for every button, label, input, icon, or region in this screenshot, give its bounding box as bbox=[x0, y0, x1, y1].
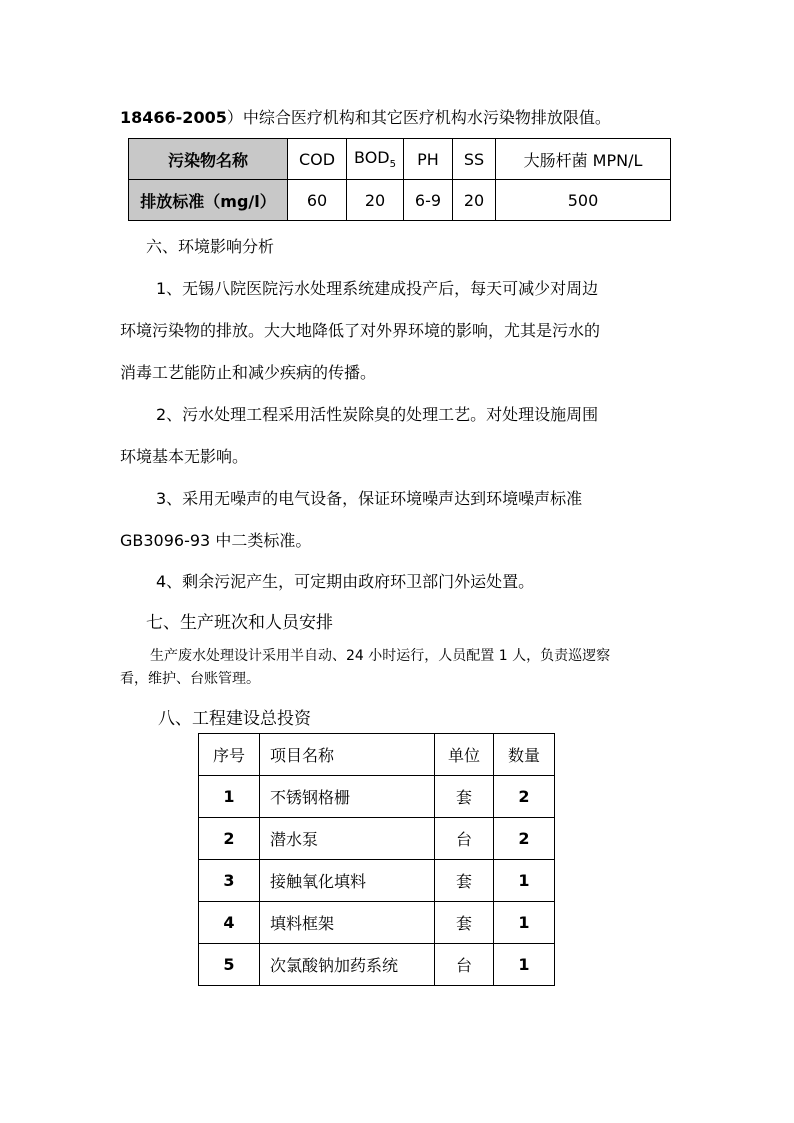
header-item-name: 项目名称 bbox=[260, 734, 435, 776]
header-pollutant-name: 污染物名称 bbox=[129, 139, 288, 180]
cell-item-name: 接触氧化填料 bbox=[260, 860, 435, 902]
table-row bbox=[199, 944, 555, 986]
cell-ss: 20 bbox=[453, 180, 496, 221]
header-cod: COD bbox=[288, 139, 347, 180]
table-row bbox=[199, 818, 555, 860]
section8-heading: 八、工程建设总投资 bbox=[158, 709, 311, 729]
header-unit: 单位 bbox=[435, 734, 494, 776]
section6-p1-line3: 消毒工艺能防止和减少疾病的传播。 bbox=[120, 363, 377, 382]
cell-bod: 20 bbox=[347, 180, 404, 221]
cell-unit: 套 bbox=[435, 902, 494, 944]
cell-quantity: 2 bbox=[494, 818, 555, 860]
investment-table bbox=[198, 733, 555, 986]
cell-coliform: 500 bbox=[496, 180, 671, 221]
cell-quantity: 2 bbox=[494, 776, 555, 818]
cell-seq: 5 bbox=[199, 944, 260, 986]
cell-item-name: 不锈钢格栅 bbox=[260, 776, 435, 818]
table-row bbox=[199, 860, 555, 902]
cell-seq: 4 bbox=[199, 902, 260, 944]
pollutant-limits-table bbox=[128, 138, 671, 221]
table-row bbox=[199, 776, 555, 818]
cell-cod: 60 bbox=[288, 180, 347, 221]
section6-p1-line2: 环境污染物的排放。大大地降低了对外界环境的影响，尤其是污水的 bbox=[120, 321, 601, 340]
header-seq: 序号 bbox=[199, 734, 260, 776]
section7-line1: 生产废水处理设计采用半自动、24 小时运行，人员配置 1 人，负责巡逻察 bbox=[150, 648, 611, 664]
standard-code: 18466-2005 bbox=[120, 108, 227, 127]
intro-text: ）中综合医疗机构和其它医疗机构水污染物排放限值。 bbox=[226, 108, 611, 127]
header-coliform: 大肠杆菌 MPN/L bbox=[496, 139, 671, 180]
row-label-emission-standard: 排放标准（mg/l） bbox=[129, 180, 288, 221]
section6-p2-line1: 2、污水处理工程采用活性炭除臭的处理工艺。对处理设施周围 bbox=[156, 405, 599, 424]
section7-heading: 七、生产班次和人员安排 bbox=[146, 613, 333, 633]
cell-ph: 6-9 bbox=[404, 180, 453, 221]
cell-item-name: 次氯酸钠加药系统 bbox=[260, 944, 435, 986]
cell-unit: 套 bbox=[435, 860, 494, 902]
cell-unit: 台 bbox=[435, 818, 494, 860]
cell-item-name: 潜水泵 bbox=[260, 818, 435, 860]
header-bod bbox=[347, 139, 404, 180]
section7-line2: 看，维护、台账管理。 bbox=[120, 671, 260, 687]
section6-heading: 六、环境影响分析 bbox=[146, 237, 275, 256]
intro-line bbox=[120, 105, 611, 128]
cell-item-name: 填料框架 bbox=[260, 902, 435, 944]
cell-unit: 台 bbox=[435, 944, 494, 986]
table-row bbox=[129, 180, 671, 221]
section6-p2-line2: 环境基本无影响。 bbox=[120, 447, 249, 466]
header-ph: PH bbox=[404, 139, 453, 180]
section6-p3-line2: GB3096-93 中二类标准。 bbox=[120, 531, 312, 550]
bod-label: BOD bbox=[354, 147, 390, 167]
table-header-row bbox=[129, 139, 671, 180]
cell-seq: 3 bbox=[199, 860, 260, 902]
section6-p3-line1: 3、采用无噪声的电气设备，保证环境噪声达到环境噪声标准 bbox=[156, 489, 583, 508]
cell-unit: 套 bbox=[435, 776, 494, 818]
cell-quantity: 1 bbox=[494, 902, 555, 944]
header-quantity: 数量 bbox=[494, 734, 555, 776]
cell-seq: 2 bbox=[199, 818, 260, 860]
section6-p4: 4、剩余污泥产生，可定期由政府环卫部门外运处置。 bbox=[156, 572, 535, 591]
section6-p1-line1: 1、无锡八院医院污水处理系统建成投产后，每天可减少对周边 bbox=[156, 279, 599, 298]
table-row bbox=[199, 902, 555, 944]
cell-quantity: 1 bbox=[494, 944, 555, 986]
cell-seq: 1 bbox=[199, 776, 260, 818]
header-ss: SS bbox=[453, 139, 496, 180]
table-header-row bbox=[199, 734, 555, 776]
cell-quantity: 1 bbox=[494, 860, 555, 902]
bod-subscript: 5 bbox=[389, 159, 396, 171]
